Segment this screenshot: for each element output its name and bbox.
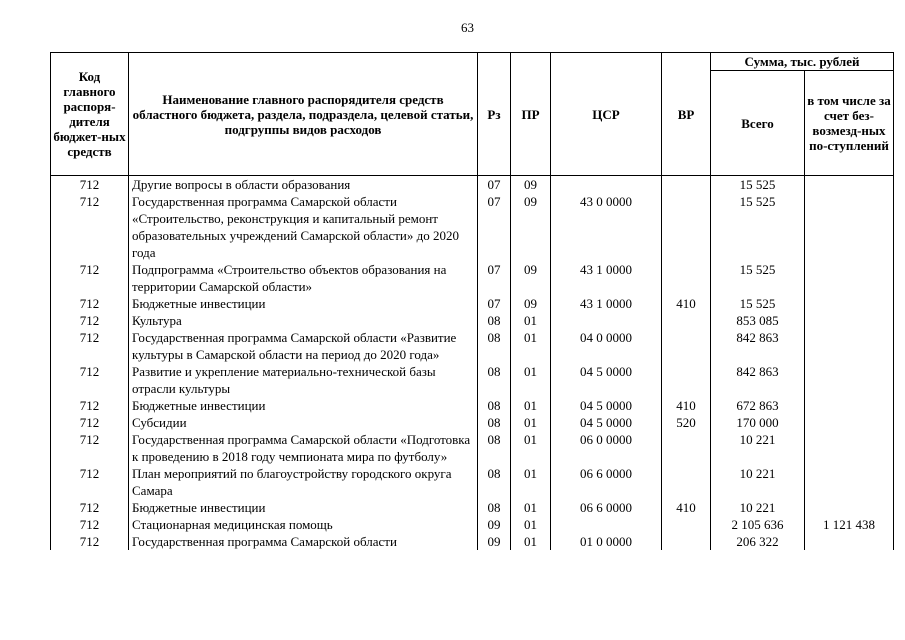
cell-code: 712 xyxy=(51,533,129,550)
cell-rz: 08 xyxy=(478,329,511,363)
table-row xyxy=(51,499,894,516)
cell-total: 842 863 xyxy=(711,363,805,397)
table-row xyxy=(51,193,894,261)
cell-incl xyxy=(805,363,894,397)
cell-rz: 08 xyxy=(478,312,511,329)
cell-name: Бюджетные инвестиции xyxy=(129,295,478,312)
cell-pr: 09 xyxy=(511,193,551,261)
table-row xyxy=(51,533,894,550)
table-body xyxy=(51,176,894,551)
cell-name: Государственная программа Самарской области «Строительство, реконструкция и капитальный ремонт образовательных учреждений Самарской области» до 2020 года xyxy=(129,193,478,261)
cell-code: 712 xyxy=(51,499,129,516)
cell-name: Культура xyxy=(129,312,478,329)
table-row xyxy=(51,414,894,431)
cell-vr: 410 xyxy=(662,499,711,516)
cell-name: Субсидии xyxy=(129,414,478,431)
cell-pr: 01 xyxy=(511,329,551,363)
cell-csr: 04 5 0000 xyxy=(551,414,662,431)
cell-incl xyxy=(805,193,894,261)
cell-total: 15 525 xyxy=(711,193,805,261)
cell-name: План мероприятий по благоустройству городского округа Самара xyxy=(129,465,478,499)
cell-code: 712 xyxy=(51,193,129,261)
cell-name: Бюджетные инвестиции xyxy=(129,397,478,414)
cell-pr: 01 xyxy=(511,414,551,431)
cell-rz: 08 xyxy=(478,397,511,414)
cell-pr: 09 xyxy=(511,176,551,194)
cell-total: 10 221 xyxy=(711,465,805,499)
cell-code: 712 xyxy=(51,261,129,295)
cell-csr: 06 0 0000 xyxy=(551,431,662,465)
cell-code: 712 xyxy=(51,176,129,194)
cell-incl xyxy=(805,499,894,516)
cell-csr xyxy=(551,312,662,329)
cell-incl xyxy=(805,397,894,414)
cell-vr xyxy=(662,329,711,363)
cell-code: 712 xyxy=(51,465,129,499)
cell-code: 712 xyxy=(51,363,129,397)
cell-total: 15 525 xyxy=(711,176,805,194)
cell-total: 206 322 xyxy=(711,533,805,550)
cell-name: Государственная программа Самарской области «Подготовка к проведению в 2018 году чемпионата мира по футболу» xyxy=(129,431,478,465)
cell-csr xyxy=(551,516,662,533)
cell-vr xyxy=(662,516,711,533)
cell-code: 712 xyxy=(51,516,129,533)
cell-total: 2 105 636 xyxy=(711,516,805,533)
cell-total: 15 525 xyxy=(711,295,805,312)
cell-code: 712 xyxy=(51,295,129,312)
cell-code: 712 xyxy=(51,312,129,329)
cell-pr: 01 xyxy=(511,533,551,550)
cell-csr: 43 1 0000 xyxy=(551,295,662,312)
page-number: 63 xyxy=(461,20,474,35)
cell-code: 712 xyxy=(51,397,129,414)
cell-code: 712 xyxy=(51,414,129,431)
cell-rz: 07 xyxy=(478,193,511,261)
cell-rz: 08 xyxy=(478,363,511,397)
header-rz: Рз xyxy=(478,53,511,176)
cell-code: 712 xyxy=(51,329,129,363)
cell-csr: 04 5 0000 xyxy=(551,397,662,414)
cell-vr: 410 xyxy=(662,295,711,312)
cell-rz: 08 xyxy=(478,465,511,499)
cell-vr xyxy=(662,176,711,194)
cell-name: Государственная программа Самарской области «Развитие культуры в Самарской области на период до 2020 года» xyxy=(129,329,478,363)
cell-pr: 01 xyxy=(511,465,551,499)
cell-total: 10 221 xyxy=(711,499,805,516)
cell-vr xyxy=(662,312,711,329)
table-row xyxy=(51,295,894,312)
header-name: Наименование главного распорядителя средств областного бюджета, раздела, подраздела, целевой статьи, подгруппы видов расходов xyxy=(129,53,478,176)
cell-total: 10 221 xyxy=(711,431,805,465)
cell-vr xyxy=(662,533,711,550)
cell-pr: 01 xyxy=(511,499,551,516)
cell-incl xyxy=(805,176,894,194)
cell-csr: 06 6 0000 xyxy=(551,499,662,516)
cell-csr: 06 6 0000 xyxy=(551,465,662,499)
cell-vr xyxy=(662,465,711,499)
cell-csr: 04 5 0000 xyxy=(551,363,662,397)
table-row xyxy=(51,431,894,465)
cell-incl: 1 121 438 xyxy=(805,516,894,533)
header-pr: ПР xyxy=(511,53,551,176)
cell-rz: 08 xyxy=(478,499,511,516)
cell-rz: 09 xyxy=(478,516,511,533)
header-code: Код главного распоря-дителя бюджет-ных средств xyxy=(51,53,129,176)
cell-vr xyxy=(662,431,711,465)
cell-code: 712 xyxy=(51,431,129,465)
cell-rz: 07 xyxy=(478,295,511,312)
table-row xyxy=(51,176,894,194)
table-row xyxy=(51,516,894,533)
cell-name: Государственная программа Самарской области xyxy=(129,533,478,550)
cell-incl xyxy=(805,465,894,499)
cell-rz: 09 xyxy=(478,533,511,550)
cell-rz: 08 xyxy=(478,414,511,431)
cell-pr: 01 xyxy=(511,363,551,397)
header-vr: ВР xyxy=(662,53,711,176)
cell-csr: 04 0 0000 xyxy=(551,329,662,363)
cell-rz: 08 xyxy=(478,431,511,465)
cell-rz: 07 xyxy=(478,176,511,194)
cell-pr: 01 xyxy=(511,312,551,329)
table-row xyxy=(51,465,894,499)
cell-name: Бюджетные инвестиции xyxy=(129,499,478,516)
table-row xyxy=(51,329,894,363)
cell-total: 672 863 xyxy=(711,397,805,414)
cell-total: 842 863 xyxy=(711,329,805,363)
cell-csr: 01 0 0000 xyxy=(551,533,662,550)
header-sum: Сумма, тыс. рублей xyxy=(711,53,894,71)
cell-incl xyxy=(805,414,894,431)
cell-pr: 01 xyxy=(511,397,551,414)
cell-incl xyxy=(805,431,894,465)
cell-total: 170 000 xyxy=(711,414,805,431)
cell-incl xyxy=(805,295,894,312)
table-row xyxy=(51,261,894,295)
cell-pr: 01 xyxy=(511,516,551,533)
table-row xyxy=(51,397,894,414)
cell-vr xyxy=(662,363,711,397)
cell-incl xyxy=(805,533,894,550)
cell-vr xyxy=(662,193,711,261)
header-csr: ЦСР xyxy=(551,53,662,176)
cell-total: 15 525 xyxy=(711,261,805,295)
cell-name: Подпрограмма «Строительство объектов образования на территории Самарской области» xyxy=(129,261,478,295)
cell-name: Другие вопросы в области образования xyxy=(129,176,478,194)
cell-name: Развитие и укрепление материально-технической базы отрасли культуры xyxy=(129,363,478,397)
cell-incl xyxy=(805,312,894,329)
cell-vr: 520 xyxy=(662,414,711,431)
cell-pr: 09 xyxy=(511,295,551,312)
cell-csr xyxy=(551,176,662,194)
cell-csr: 43 1 0000 xyxy=(551,261,662,295)
cell-total: 853 085 xyxy=(711,312,805,329)
cell-vr xyxy=(662,261,711,295)
header-incl: в том числе за счет без-возмезд-ных по-ступлений xyxy=(805,71,894,176)
cell-csr: 43 0 0000 xyxy=(551,193,662,261)
cell-pr: 01 xyxy=(511,431,551,465)
cell-incl xyxy=(805,329,894,363)
cell-incl xyxy=(805,261,894,295)
budget-table xyxy=(50,52,894,550)
cell-name: Стационарная медицинская помощь xyxy=(129,516,478,533)
cell-rz: 07 xyxy=(478,261,511,295)
cell-pr: 09 xyxy=(511,261,551,295)
header-total: Всего xyxy=(711,71,805,176)
table-row xyxy=(51,312,894,329)
table-row xyxy=(51,363,894,397)
cell-vr: 410 xyxy=(662,397,711,414)
